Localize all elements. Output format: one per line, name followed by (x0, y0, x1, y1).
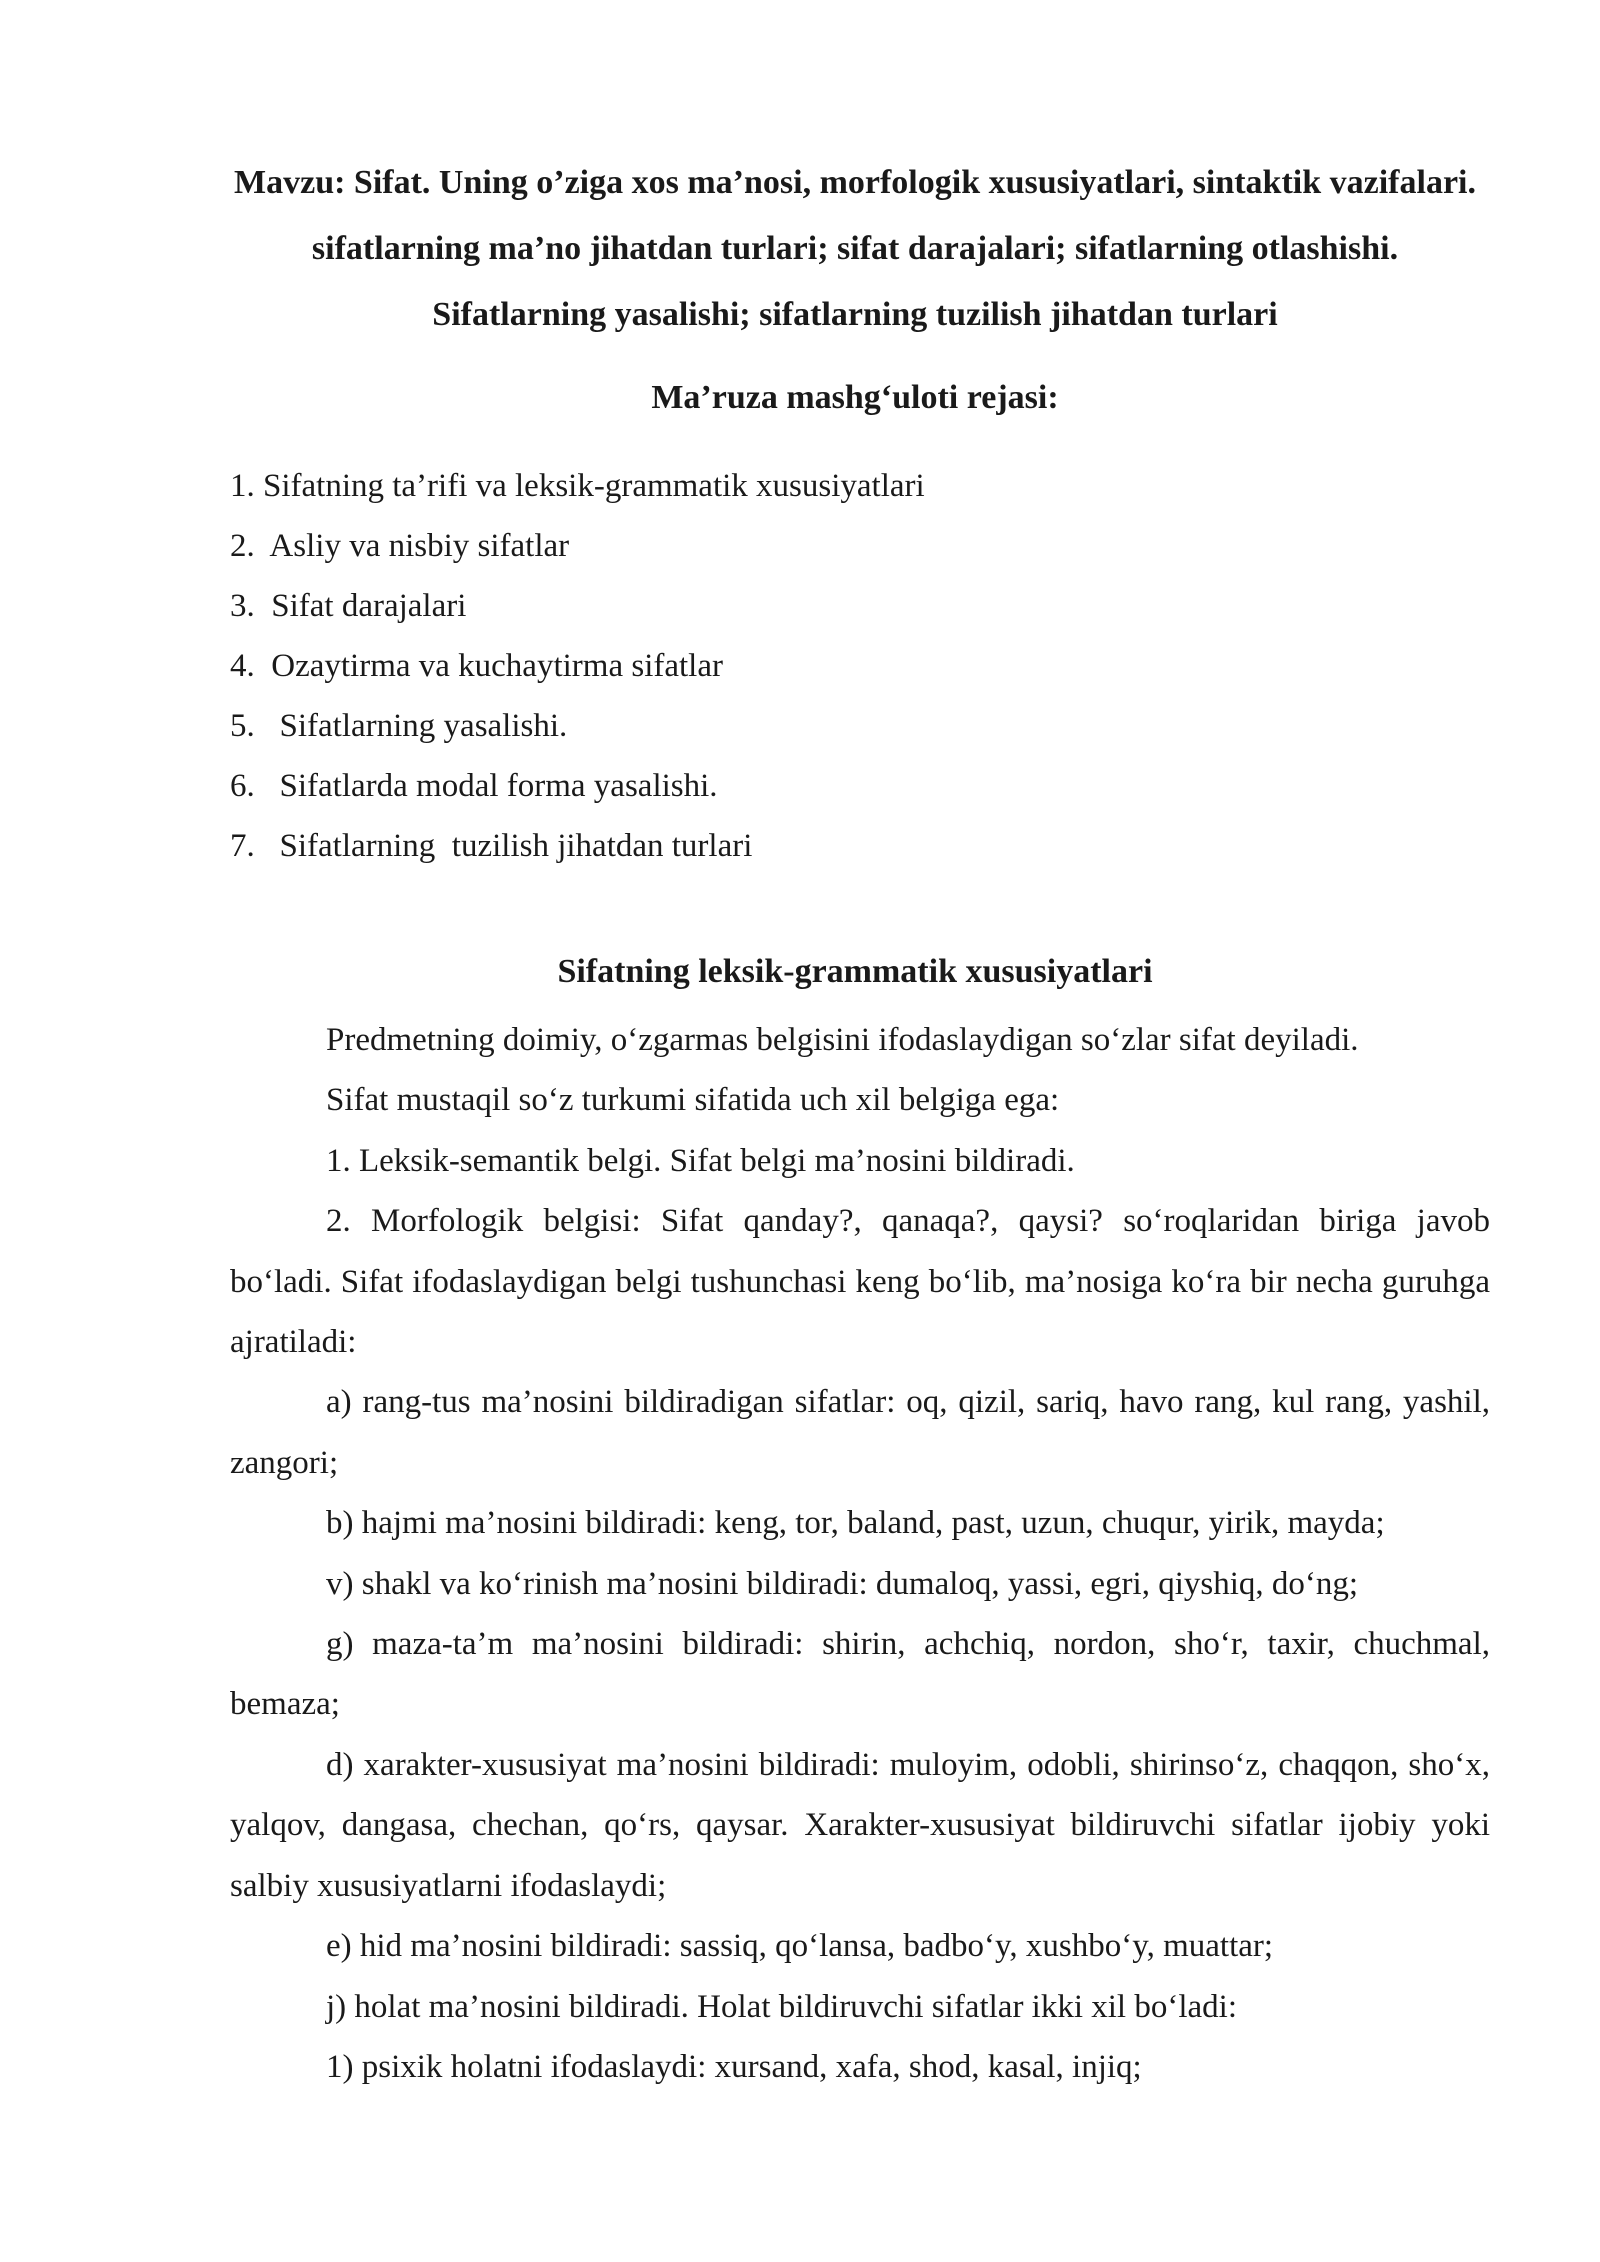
plan-item: 1. Sifatning ta’rifi va leksik-grammatik xususiyatlari (230, 468, 925, 504)
paragraph: Sifat mustaqil so‘z turkumi sifatida uch xil belgiga ega: (326, 1082, 1060, 1119)
paragraph: 1) psixik holatni ifodaslaydi: xursand, xafa, shod, kasal, injiq; (326, 2048, 1142, 2085)
paragraph: e) hid ma’nosini bildiradi: sassiq, qo‘lansa, badbo‘y, xushbo‘y, muattar; (326, 1928, 1274, 1965)
paragraph: v) shakl va ko‘rinish ma’nosini bildiradi: dumaloq, yassi, egri, qiyshiq, do‘ng; (326, 1565, 1359, 1602)
paragraph: g) maza-ta’m ma’nosini bildiradi: shirin, achchiq, nordon, sho‘r, taxir, chuchmal, bemaza; (230, 1626, 1490, 1723)
plan-item: 5. Sifatlarning yasalishi. (230, 708, 568, 744)
plan-title: Ma’ruza mashg‘uloti rejasi: (651, 379, 1059, 416)
paragraph: d) xarakter-xususiyat ma’nosini bildiradi: muloyim, odobli, shirinso‘z, chaqqon, sho‘x, yalqov, dangasa, chechan, qo‘rs, qaysar. Xarakter-xususiyat bildiruvchi sifatlar ijobiy yoki salbiy xususiyatlarni ifodaslaydi; (230, 1746, 1490, 1904)
plan-item: 6. Sifatlarda modal forma yasalishi. (230, 768, 718, 804)
paragraph: b) hajmi ma’nosini bildiradi: keng, tor, baland, past, uzun, chuqur, yirik, mayda; (326, 1505, 1385, 1542)
plan-item: 2. Asliy va nisbiy sifatlar (230, 528, 570, 564)
paragraph: j) holat ma’nosini bildiradi. Holat bildiruvchi sifatlar ikki xil bo‘ladi: (326, 1988, 1237, 2025)
plan-item: 3. Sifat darajalari (230, 588, 467, 624)
plan-list (230, 464, 925, 884)
plan-item: 4. Ozaytirma va kuchaytirma sifatlar (230, 648, 723, 684)
section-title: Sifatning leksik-grammatik xususiyatlari (557, 953, 1153, 990)
paragraph: Predmetning doimiy, o‘zgarmas belgisini ifodaslaydigan so‘zlar sifat deyiladi. (326, 1022, 1359, 1058)
paragraph: 2. Morfologik belgisi: Sifat qanday?, qanaqa?, qaysi? so‘roqlaridan biriga javob bo‘ladi. Sifat ifodaslaydigan belgi tushunchasi keng bo‘lib, ma’nosiga ko‘ra bir necha guruhga ajratiladi: (230, 1203, 1490, 1361)
paragraph: a) rang-tus ma’nosini bildiradigan sifatlar: oq, qizil, sariq, havo rang, kul rang, yashil, zangori; (230, 1384, 1490, 1481)
paragraph: 1. Leksik-semantik belgi. Sifat belgi ma’nosini bildiradi. (326, 1142, 1075, 1179)
plan-item: 7. Sifatlarning tuzilish jihatdan turlari (230, 828, 753, 864)
body-text (230, 1010, 1490, 2097)
topic-heading: Mavzu: Sifat. Uning o’ziga xos ma’nosi, morfologik xususiyatlari, sintaktik vazifalari. sifatlarning ma’no jihatdan turlari; sifat darajalari; sifatlarning otlashishi. Sifatlarning yasalishi; sifatlarning tuzilish jihatdan turlari (234, 164, 1476, 333)
